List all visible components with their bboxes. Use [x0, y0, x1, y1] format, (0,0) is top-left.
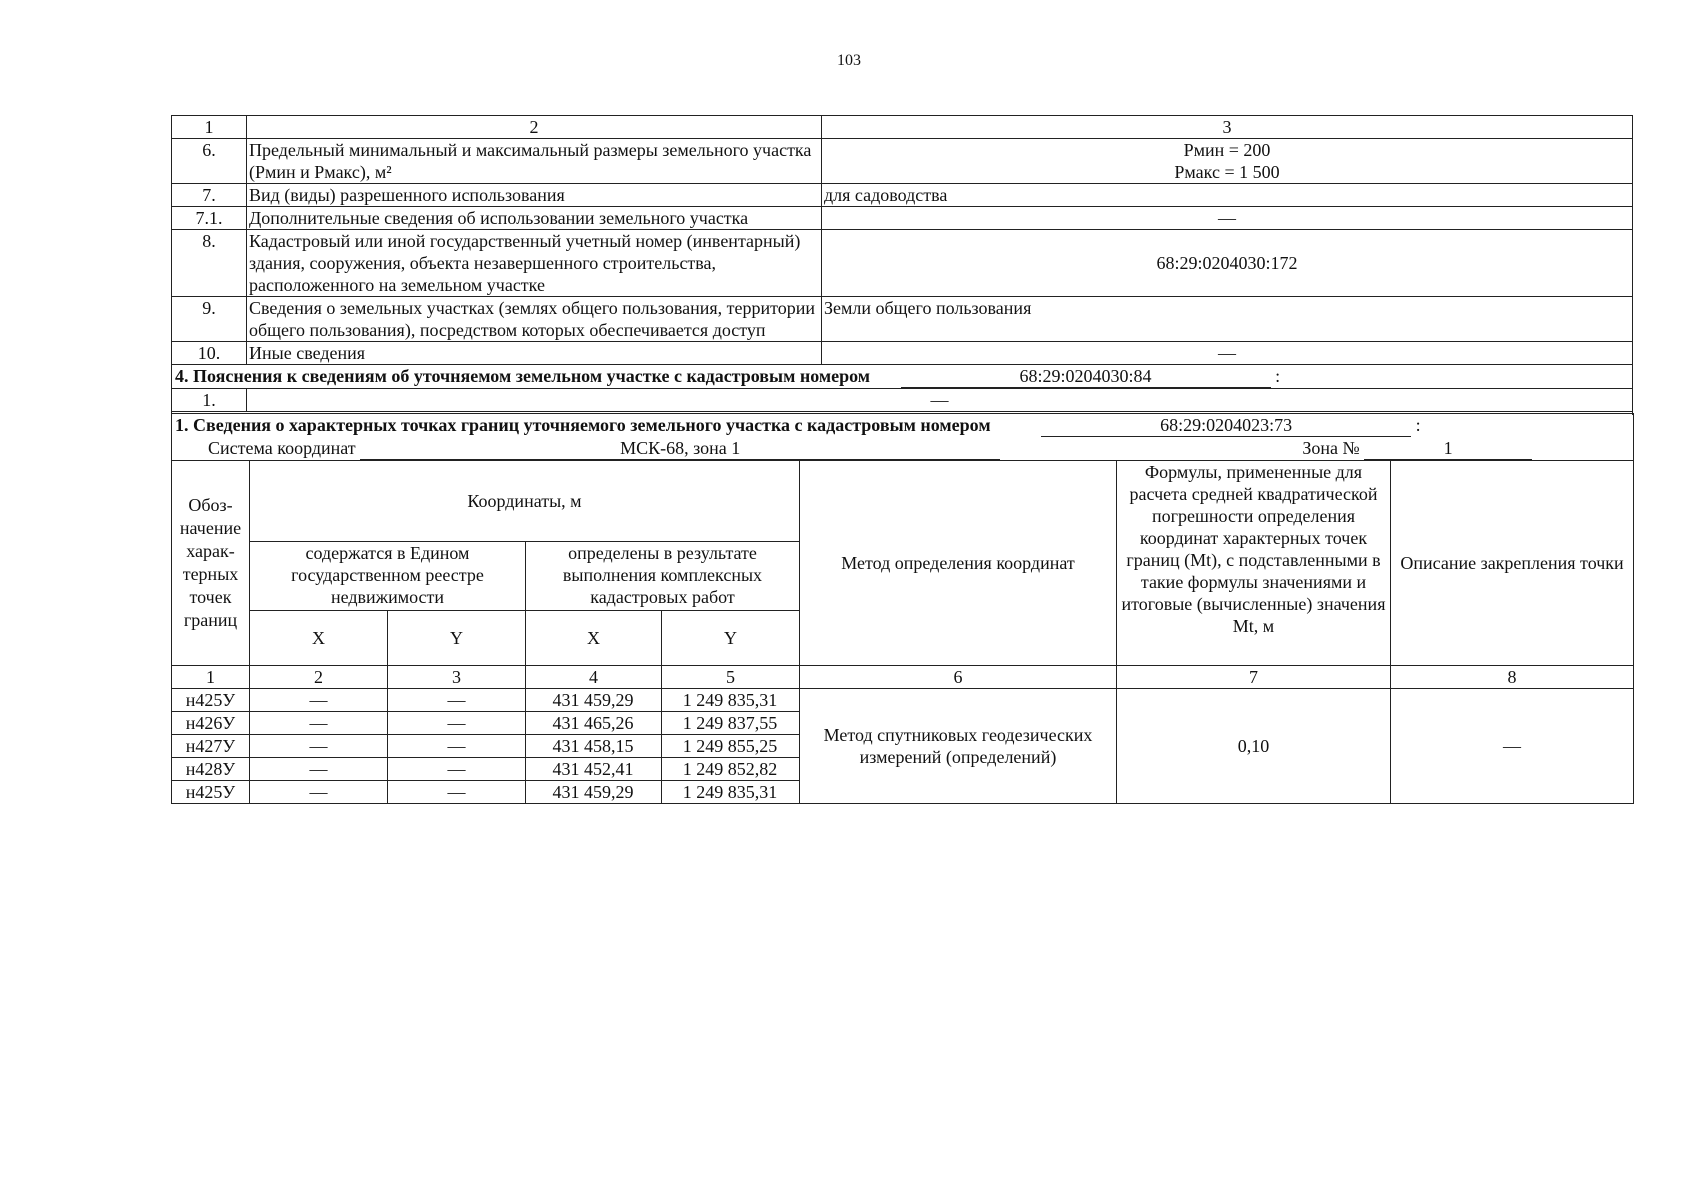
column-number: 6 [800, 666, 1117, 689]
point-name: н425У [172, 689, 250, 712]
point-name: н427У [172, 735, 250, 758]
section-4-title-row [172, 364, 1633, 388]
point-x: 431 452,41 [526, 758, 662, 781]
section-1-title-row [172, 414, 1634, 461]
y-header: Y [662, 611, 800, 666]
zone-label: Зона № [1302, 438, 1360, 458]
column-number: 4 [526, 666, 662, 689]
method-header: Метод определения координат [800, 461, 1117, 666]
column-number: 1 [172, 666, 250, 689]
in-registry-header: содержатся в Едином государственном реестре недвижимости [250, 542, 526, 611]
row-value: для садоводства [822, 184, 1633, 207]
row-value: Земли общего пользования [822, 297, 1633, 342]
y-header: Y [388, 611, 526, 666]
column-number: 5 [662, 666, 800, 689]
registry-x: — [250, 781, 388, 804]
column-numbers-row [172, 666, 1634, 689]
registry-x: — [250, 689, 388, 712]
row-label: Предельный минимальный и максимальный размеры земельного участка (Рмин и Рмакс), м² [247, 139, 822, 184]
registry-y: — [388, 781, 526, 804]
row-value: 68:29:0204030:172 [822, 230, 1633, 297]
row-value [822, 139, 1633, 184]
min-size-value: Рмин = 200 [1183, 140, 1271, 160]
row-value: — [822, 207, 1633, 230]
registry-x: — [250, 735, 388, 758]
description-value: — [1391, 689, 1634, 804]
section-1-suffix: : [1415, 415, 1421, 435]
row-value: — [247, 388, 1633, 411]
point-name: н425У [172, 781, 250, 804]
description-header: Описание закрепления точки [1391, 461, 1634, 666]
point-y: 1 249 835,31 [662, 689, 800, 712]
section-1-title: 1. Сведения о характерных точках границ уточняемого земельного участка с кадастровым номером [175, 415, 991, 435]
section-4-table [171, 364, 1633, 415]
table-row [172, 342, 1633, 365]
point-y: 1 249 837,55 [662, 712, 800, 735]
row-number: 10. [172, 342, 247, 365]
point-name: н426У [172, 712, 250, 735]
table-header-row [172, 116, 1633, 139]
determined-header: определены в результате выполнения комплексных кадастровых работ [526, 542, 800, 611]
coord-system-label: Система координат [208, 438, 356, 458]
point-x: 431 465,26 [526, 712, 662, 735]
table-row [172, 297, 1633, 342]
section-4-title: 4. Пояснения к сведениям об уточняемом земельном участке с кадастровым номером [175, 365, 871, 386]
point-y: 1 249 835,31 [662, 781, 800, 804]
row-label: Дополнительные сведения об использовании земельного участка [247, 207, 822, 230]
column-number: 7 [1117, 666, 1391, 689]
designation-header: Обоз-начение харак-терных точек границ [172, 461, 250, 666]
point-x: 431 459,29 [526, 689, 662, 712]
row-number: 8. [172, 230, 247, 297]
row-number: 9. [172, 297, 247, 342]
row-number: 7. [172, 184, 247, 207]
coordinates-header: Координаты, м [250, 461, 800, 542]
row-label: Сведения о земельных участках (землях общего пользования, территории общего пользования), посредством которых обеспечивается доступ [247, 297, 822, 342]
table-row [172, 139, 1633, 184]
point-x: 431 459,29 [526, 781, 662, 804]
point-y: 1 249 852,82 [662, 758, 800, 781]
table-row [172, 388, 1633, 411]
registry-y: — [388, 712, 526, 735]
point-y: 1 249 855,25 [662, 735, 800, 758]
table-row [172, 689, 1634, 712]
point-x: 431 458,15 [526, 735, 662, 758]
header-cell: 3 [822, 116, 1633, 139]
row-number: 7.1. [172, 207, 247, 230]
page-number: 103 [837, 52, 861, 69]
row-label: Вид (виды) разрешенного использования [247, 184, 822, 207]
max-size-value: Рмакс = 1 500 [1174, 162, 1280, 182]
registry-x: — [250, 712, 388, 735]
land-plot-info-table [171, 115, 1633, 365]
registry-y: — [388, 758, 526, 781]
x-header: X [526, 611, 662, 666]
column-number: 2 [250, 666, 388, 689]
row-label: Иные сведения [247, 342, 822, 365]
table-row [172, 207, 1633, 230]
row-number: 6. [172, 139, 247, 184]
row-label: Кадастровый или иной государственный учетный номер (инвентарный) здания, сооружения, объекта незавершенного строительства, расположенного на земельном участке [247, 230, 822, 297]
document-sheet [171, 115, 1633, 804]
row-value: — [822, 342, 1633, 365]
column-number: 3 [388, 666, 526, 689]
coord-system-value: МСК-68, зона 1 [360, 437, 1000, 460]
points-header-row [172, 461, 1634, 542]
registry-x: — [250, 758, 388, 781]
table-row [172, 184, 1633, 207]
formulas-header: Формулы, примененные для расчета средней квадратической погрешности определения координат характерных точек границ (Mt), с подставленными в такие формулы значениями и итоговые (вычисленные) значения Mt, м [1117, 461, 1391, 666]
section-4-cadastral-number: 68:29:0204030:84 [901, 365, 1271, 388]
section-4-suffix: : [1275, 365, 1281, 386]
zone-value: 1 [1364, 437, 1532, 460]
x-header: X [250, 611, 388, 666]
boundary-points-table [171, 413, 1634, 804]
row-number: 1. [172, 388, 247, 411]
mt-value: 0,10 [1117, 689, 1391, 804]
registry-y: — [388, 689, 526, 712]
point-name: н428У [172, 758, 250, 781]
column-number: 8 [1391, 666, 1634, 689]
section-1-cadastral-number: 68:29:0204023:73 [1041, 414, 1411, 437]
method-value: Метод спутниковых геодезических измерений (определений) [800, 689, 1117, 804]
header-cell: 1 [172, 116, 247, 139]
table-row [172, 230, 1633, 297]
header-cell: 2 [247, 116, 822, 139]
registry-y: — [388, 735, 526, 758]
